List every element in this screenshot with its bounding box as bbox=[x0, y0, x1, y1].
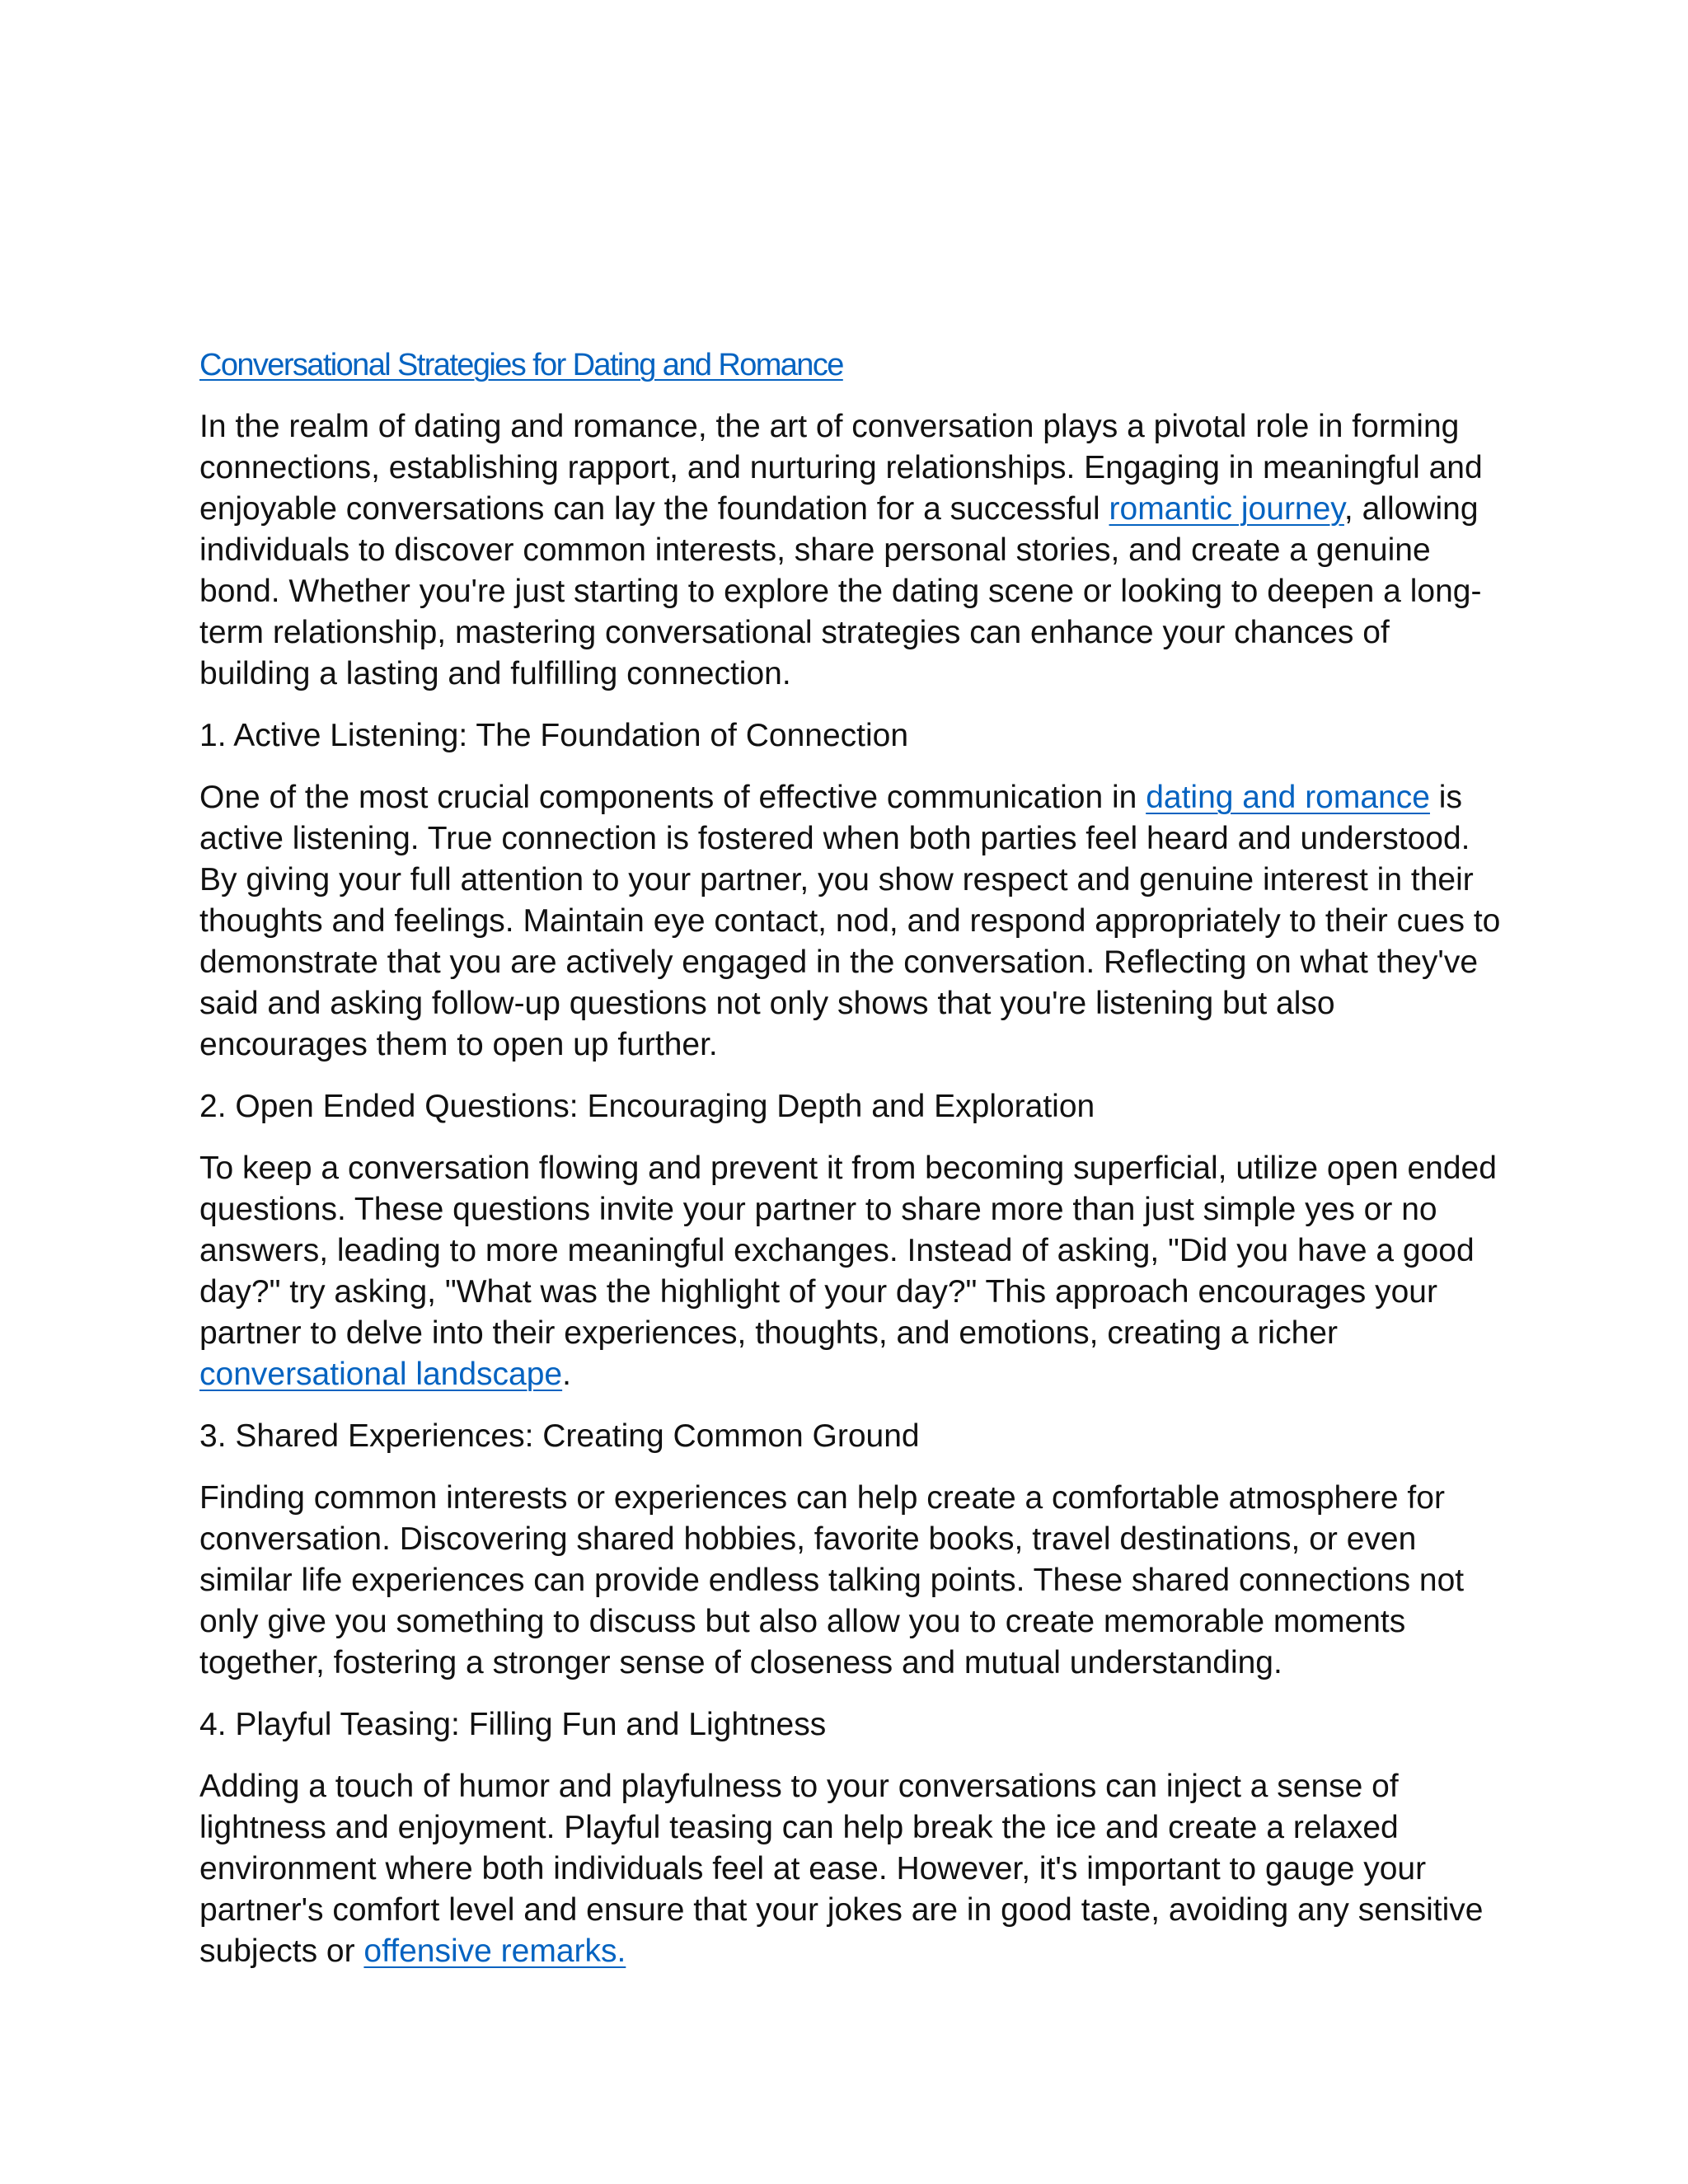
section-1-text-after-link: is active listening. True connection is fostered when both parties feel heard and understood. By giving your full attention to your partner, you show respect and genuine interest in their thoughts and feelings. Maintain eye contact, nod, and respond appropriately to their cues to demonstrate that you are actively engaged in the conversation. Reflecting on what they've said and asking follow-up questions not only shows that you're listening but also encourages them to open up further. bbox=[199, 780, 1501, 1062]
section-2-text-after-link: . bbox=[562, 1357, 571, 1392]
offensive-remarks-link[interactable]: offensive remarks. bbox=[363, 1933, 626, 1969]
intro-paragraph bbox=[199, 406, 1502, 695]
document-page bbox=[199, 342, 1502, 1993]
section-4-heading: 4. Playful Teasing: Filling Fun and Lightness bbox=[199, 1707, 827, 1742]
section-3-heading: 3. Shared Experiences: Creating Common Ground bbox=[199, 1418, 920, 1454]
dating-and-romance-link[interactable]: dating and romance bbox=[1146, 780, 1430, 815]
romantic-journey-link[interactable]: romantic journey bbox=[1109, 491, 1344, 527]
section-2-text-before-link: To keep a conversation flowing and prevent it from becoming superficial, utilize open ended questions. These questions invite your partner to share more than just simple yes or no answers, leading to more meaningful exchanges. Instead of asking, "Did you have a good day?" try asking, "What was the highlight of your day?" This approach encourages your partner to delve into their experiences, thoughts, and emotions, creating a richer bbox=[199, 1151, 1497, 1351]
section-1-text-before-link: One of the most crucial components of effective communication in bbox=[199, 780, 1146, 815]
document-title-link[interactable]: Conversational Strategies for Dating and Romance bbox=[199, 348, 843, 382]
section-3-paragraph: Finding common interests or experiences can help create a comfortable atmosphere for conversation. Discovering shared hobbies, favorite books, travel destinations, or even similar life experiences can provide endless talking points. These shared connections not only give you something to discuss but also allow you to create memorable moments together, fostering a stronger sense of closeness and mutual understanding. bbox=[199, 1480, 1465, 1680]
section-2-paragraph bbox=[199, 1148, 1502, 1395]
section-4-text-before-link: Adding a touch of humor and playfulness to your conversations can inject a sense of lightness and enjoyment. Playful teasing can help break the ice and create a relaxed environment where both individuals feel at ease. However, it's important to gauge your partner's comfort level and ensure that your jokes are in good taste, avoiding any sensitive subjects or bbox=[199, 1769, 1484, 1969]
section-4-paragraph bbox=[199, 1766, 1502, 1972]
section-1-paragraph bbox=[199, 777, 1502, 1066]
conversational-landscape-link[interactable]: conversational landscape bbox=[199, 1357, 563, 1392]
section-2-heading: 2. Open Ended Questions: Encouraging Depth and Exploration bbox=[199, 1089, 1095, 1124]
section-1-heading: 1. Active Listening: The Foundation of Connection bbox=[199, 718, 909, 753]
intro-text-after-link: , allowing individuals to discover common interests, share personal stories, and create a genuine bond. Whether you're just starting to explore the dating scene or looking to deepen a long-term relationship, mastering conversational strategies can enhance your chances of building a lasting and fulfilling connection. bbox=[199, 491, 1482, 691]
intro-text-before-link: In the realm of dating and romance, the art of conversation plays a pivotal role in forming connections, establishing rapport, and nurturing relationships. Engaging in meaningful and enjoyable conversations can lay the foundation for a successful bbox=[199, 409, 1483, 527]
